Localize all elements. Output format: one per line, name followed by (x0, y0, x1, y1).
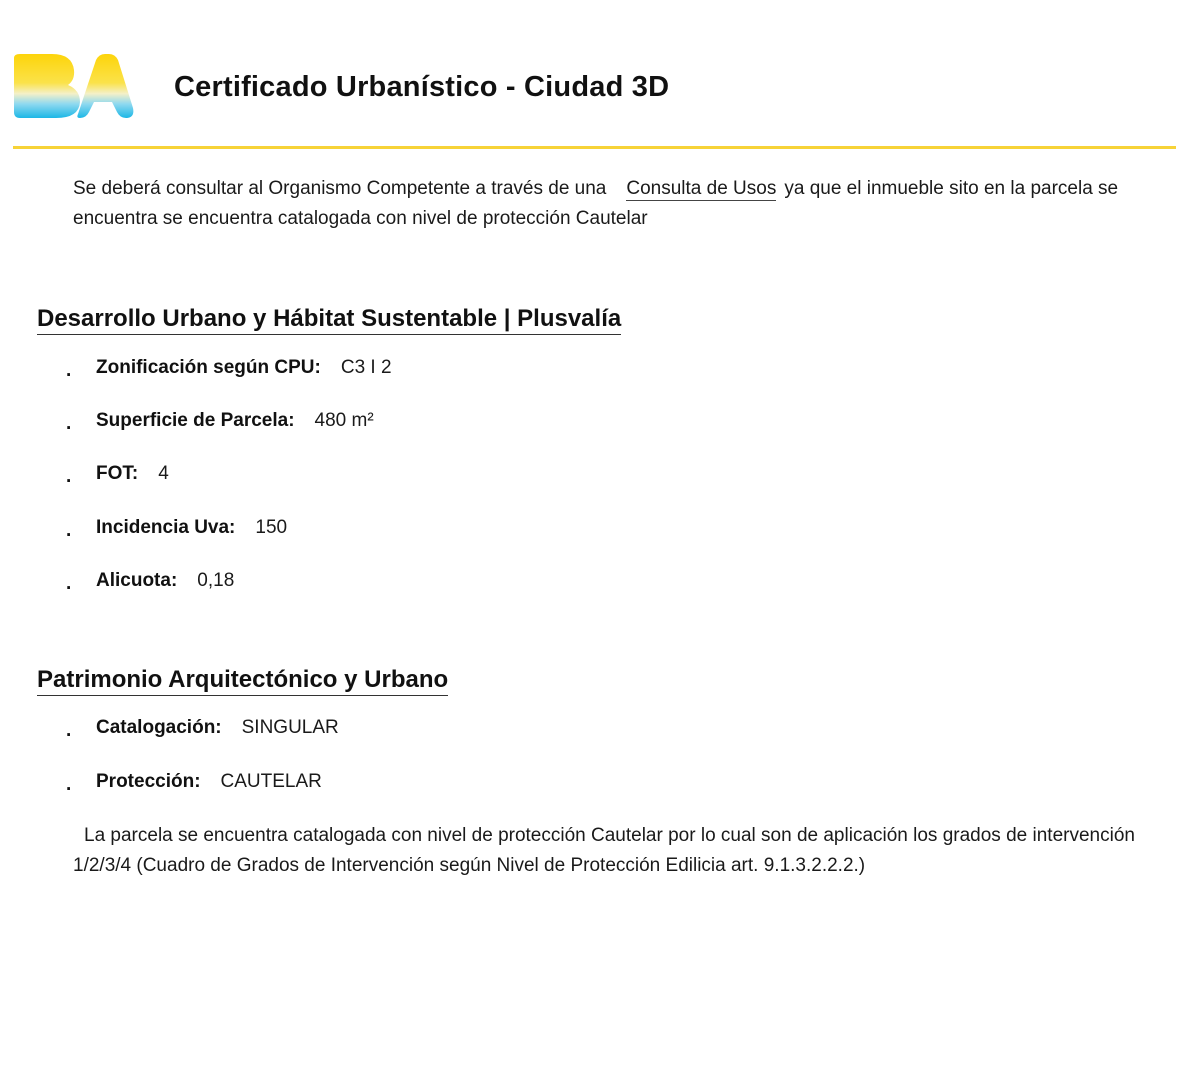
field-incidencia-uva (66, 516, 287, 540)
notice-text-end: ya que el inmueble sito en la parcela se encuentra se encuentra catalogada con nivel de protección Cautelar (73, 178, 1119, 229)
bullet: . (66, 573, 72, 594)
protection-note: La parcela se encuentra catalogada con nivel de protección Cautelar por lo cual son de aplicación los grados de intervención 1/2/3/4 (Cuadro de Grados de Intervención según Nivel de Protección Edilicia art. 9.1.3.2.2.2.) (73, 825, 1135, 876)
ba-logo (12, 52, 134, 120)
field-label: Alicuota: (96, 570, 178, 591)
field-value: 0,18 (197, 570, 235, 591)
bullet: . (66, 413, 72, 434)
field-fot (66, 462, 169, 486)
usage-notice (73, 174, 1153, 234)
section-title-patrimonio: Patrimonio Arquitectónico y Urbano (37, 666, 448, 696)
bullet: . (66, 720, 72, 741)
field-zonificacion (66, 356, 392, 380)
header-divider (13, 146, 1176, 149)
field-proteccion (66, 770, 322, 794)
field-label: Protección: (96, 771, 201, 792)
field-value: CAUTELAR (220, 771, 322, 792)
bullet: . (66, 520, 72, 541)
consulta-de-usos-link[interactable]: Consulta de Usos (626, 178, 777, 199)
field-superficie (66, 409, 374, 433)
document-header (0, 0, 1200, 150)
field-label: FOT: (96, 463, 139, 484)
field-value: C3 I 2 (340, 357, 392, 378)
field-value: 480 m² (314, 410, 374, 431)
field-catalogacion (66, 716, 339, 740)
notice-text-start: Se deberá consultar al Organismo Competente a través de una (73, 178, 607, 199)
field-label: Incidencia Uva: (96, 517, 236, 538)
bullet: . (66, 774, 72, 795)
bullet: . (66, 360, 72, 381)
bullet: . (66, 466, 72, 487)
field-alicuota (66, 569, 234, 593)
field-value: 4 (158, 463, 169, 484)
field-label: Zonificación según CPU: (96, 357, 321, 378)
section-title-desarrollo: Desarrollo Urbano y Hábitat Sustentable | Plusvalía (37, 305, 621, 335)
page-title: Certificado Urbanístico - Ciudad 3D (174, 71, 670, 103)
field-value: SINGULAR (241, 717, 339, 738)
field-label: Superficie de Parcela: (96, 410, 295, 431)
field-value: 150 (255, 517, 288, 538)
field-label: Catalogación: (96, 717, 222, 738)
